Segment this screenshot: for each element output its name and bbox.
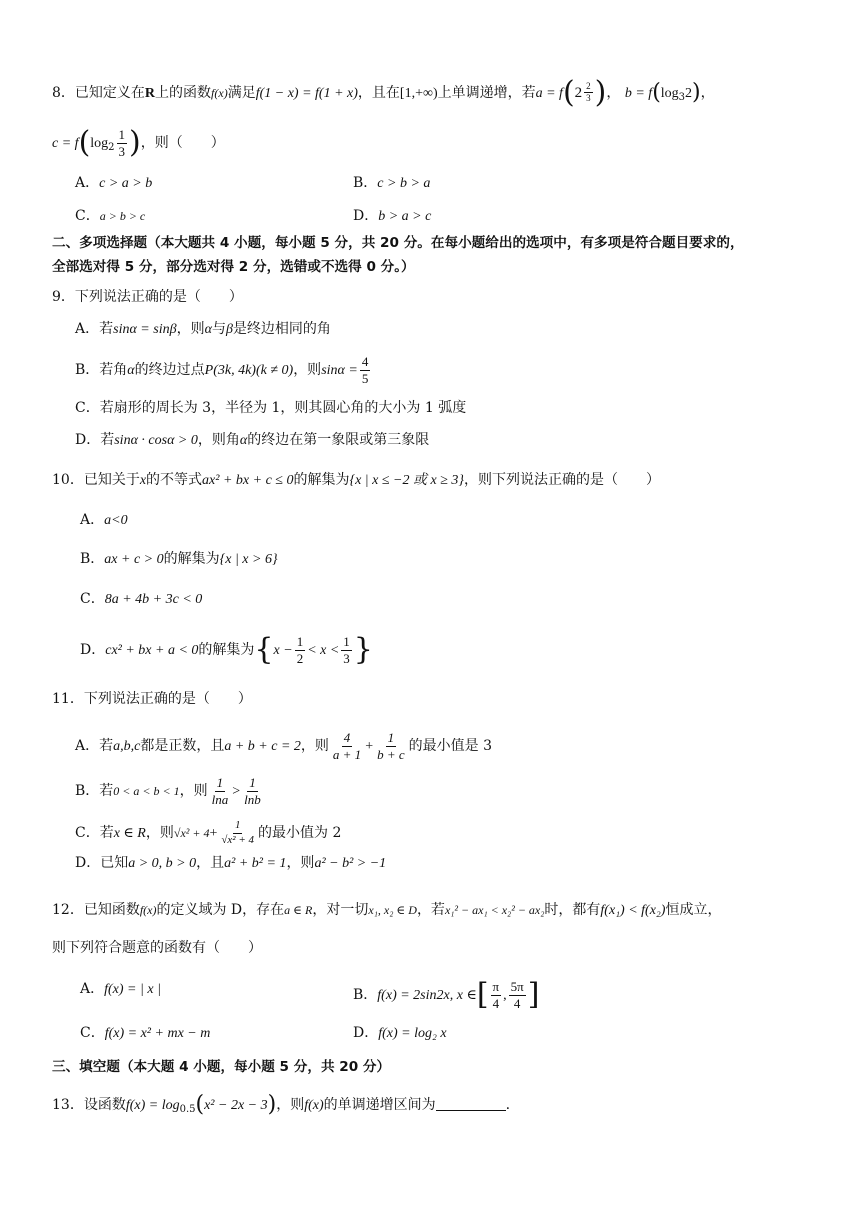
q11-stem: 11．下列说法正确的是（ ） <box>52 691 252 707</box>
q10-option-c[interactable] <box>80 592 202 607</box>
q8-exp-den: 3 <box>586 93 591 104</box>
q8-a-expr: a = f <box>535 86 563 101</box>
option-math: ax + c > 0 <box>104 552 164 567</box>
q8-c-den: 3 <box>118 143 126 159</box>
option-math: f(x) = 2sin2x, x ∈ <box>377 988 477 1004</box>
option-math: sinα = sinβ <box>113 322 177 337</box>
q12-option-a[interactable] <box>80 982 161 997</box>
q13-text: ，则 <box>276 1097 305 1113</box>
q8-then: ，则（ ） <box>140 135 225 152</box>
q8-text: 上的函数 <box>155 85 212 101</box>
option-text: ，则 <box>179 783 208 800</box>
option-math: sinα = <box>321 363 358 379</box>
option-math: x − <box>273 643 293 659</box>
q10-inequality: ax² + bx + c ≤ 0 <box>202 473 294 488</box>
option-text: ，则 <box>293 362 322 379</box>
option-text: 已知 <box>100 855 129 871</box>
q12-stem-line2: 则下列符合题意的函数有（ ） <box>52 940 262 956</box>
q13-text: 的单调递增区间为 <box>323 1097 436 1113</box>
option-math: α <box>239 433 248 448</box>
frac <box>242 776 263 806</box>
frac-den: 4 <box>492 995 500 1011</box>
option-math: 8a + 4b + 3c < 0 <box>104 592 203 607</box>
q8-text: 8．已知定义在 <box>52 85 145 101</box>
option-text: 都是正数，且 <box>140 738 225 755</box>
frac-num: 1 <box>233 820 243 834</box>
frac-num: 1 <box>343 634 350 649</box>
option-math: β <box>225 322 233 337</box>
option-text: 与 <box>211 321 226 337</box>
q9-option-c[interactable] <box>75 401 466 415</box>
frac-den: 3 <box>343 650 350 666</box>
option-text: c > b > a <box>377 176 431 191</box>
section2-heading: 二、多项选择题（本大题共 4 小题，每小题 5 分，共 20 分。在每小题给出的选项中，有多项是符合题目要求的， <box>52 235 744 251</box>
option-label: C． <box>75 400 100 416</box>
option-text: 若 <box>99 738 114 755</box>
q8-text: 满足 <box>227 85 256 101</box>
option-text: 若扇形的周长为 3，半径为 1，则其圆心角的大小为 1 弧度 <box>99 400 467 416</box>
option-text: ，则 <box>286 855 315 871</box>
sqrt-expr: √x² + 4 <box>173 826 210 841</box>
frac-num: 1 <box>216 775 224 790</box>
q8-c-frac <box>117 128 128 158</box>
frac-num: 5π <box>510 979 524 994</box>
q13-math: f(x) <box>304 1098 324 1113</box>
option-text: 的解集为 <box>163 551 220 567</box>
q10-text: 的解集为 <box>293 472 350 488</box>
frac-den: 5 <box>361 370 369 386</box>
q8-b-arg: 2 <box>685 86 693 101</box>
option-text: ，则 <box>145 825 174 842</box>
q8-c-expr: c = f <box>52 136 79 152</box>
option-label: D． <box>80 642 106 659</box>
option-label: D． <box>353 1025 379 1041</box>
option-math: x ∈ R <box>113 826 146 842</box>
q12-fx: f(x) <box>139 903 157 917</box>
option-text: ，则角 <box>197 432 240 448</box>
q12-math: a ∈ R <box>284 903 313 917</box>
frac <box>509 980 526 1010</box>
q10-x: x <box>139 473 147 488</box>
option-math: α <box>127 363 135 379</box>
option-label: B． <box>353 175 378 191</box>
option-label: B． <box>75 362 100 379</box>
q8-stem: 8．已知定义在R上的函数f(x)满足f(1 − x) = f(1 + x)，且在[1,+∞)上单调递增，若a = f(2 $\frac{2}{3}$ )， $b = f(\log_32)$， <box>52 75 715 110</box>
q8-condition: f(1 − x) = f(1 + x) <box>255 86 358 101</box>
option-text: 若 <box>100 432 115 448</box>
q12-option-d[interactable] <box>353 1026 447 1041</box>
q10-option-d[interactable]: D．cx² + bx + a < 0的解集为{x − $\frac{1}{2}$ < x < $\frac{1}{3}$ } <box>80 632 373 668</box>
frac <box>491 980 502 1010</box>
q8-c-log: log <box>90 136 109 152</box>
option-math: cx² + bx + a < 0 <box>105 643 199 659</box>
section2-heading-line2: 全部选对得 5 分，部分选对得 2 分，选错或不选得 0 分。） <box>52 259 415 275</box>
q9-stem: 9．下列说法正确的是（ ） <box>52 289 243 305</box>
answer-blank[interactable] <box>436 1098 506 1111</box>
q8-text: 上单调递增，若 <box>437 85 536 101</box>
q13-stem: 13．设函数$f(x) = \log_{0.5}(x^2 - 2x - 3)$，则f(x)的单调递增区间为 . <box>52 1092 511 1117</box>
q10-option-b[interactable] <box>80 552 278 567</box>
q12-option-c[interactable] <box>80 1026 210 1041</box>
q12-text: 恒成立， <box>665 902 722 918</box>
frac <box>295 635 306 665</box>
q8-option-b[interactable] <box>353 176 430 191</box>
q13-log-base: 0.5 <box>179 1104 196 1115</box>
option-math: a + b + c = 2 <box>224 739 301 755</box>
q11-option-a[interactable] <box>75 731 492 761</box>
q8-option-d[interactable] <box>353 209 431 224</box>
q10-stem <box>52 473 660 488</box>
option-math: P(3k, 4k)(k ≠ 0) <box>204 363 294 379</box>
option-text: 是终边相同的角 <box>232 321 331 337</box>
frac-num: π <box>492 979 500 994</box>
q10-solution-set: {x | x ≤ −2 或 x ≥ 3} <box>349 473 464 488</box>
option-text: b > a > c <box>378 209 432 224</box>
option-label: D． <box>75 432 101 448</box>
option-text: ，则 <box>176 321 205 337</box>
q8-fx: f(x) <box>211 86 228 100</box>
frac-den: 2 <box>296 650 304 666</box>
option-math: a² + b² = 1 <box>224 856 287 871</box>
option-text: 的最小值是 3 <box>408 738 492 755</box>
option-label: A． <box>80 512 105 528</box>
frac-den: lnb <box>244 791 261 807</box>
frac-den: √x² + 4 <box>221 833 255 846</box>
q12-text: 时，都有 <box>544 902 601 918</box>
q13-log-arg: x² − 2x − 3 <box>204 1098 268 1113</box>
option-label: A． <box>75 175 100 191</box>
q12-math: f(x₁) < f(x₂) <box>600 903 666 918</box>
frac <box>341 635 352 665</box>
q10-text: 10．已知关于 <box>52 472 140 488</box>
option-label: C． <box>75 208 100 224</box>
q9-option-d[interactable] <box>75 433 429 448</box>
q12-text: ，对一切 <box>312 902 369 918</box>
q8-text: ， <box>700 85 715 101</box>
option-label: D． <box>353 208 379 224</box>
q9-b-frac <box>360 355 371 385</box>
q8-interval: [1,+∞) <box>399 86 438 101</box>
frac-num: 1 <box>387 730 395 745</box>
q8-base-two: 2 <box>574 85 583 101</box>
option-text: 的终边在第一象限或第三象限 <box>247 432 430 448</box>
q8-b-log: log <box>660 86 679 101</box>
option-text: 的终边过点 <box>134 362 205 379</box>
option-label: A． <box>75 321 100 337</box>
option-text: 的解集为 <box>198 642 255 659</box>
q12-option-b[interactable]: B．f(x) = 2sin2x, x ∈[ $\frac{\pi}{4}$ , $\frac{5\pi}{4}$ ] <box>353 977 540 1013</box>
option-math: α <box>204 322 212 337</box>
q9-option-b[interactable] <box>75 355 372 385</box>
q11-option-c[interactable] <box>75 820 341 846</box>
q8-b-expr: b = f <box>624 86 653 101</box>
q8-exp-num: 2 <box>584 82 593 93</box>
q12-math: x₁² − ax₁ < x₂² − ax₂ <box>444 903 545 917</box>
q8-option-a[interactable] <box>75 176 152 191</box>
option-math: sinα · cosα > 0 <box>114 433 198 448</box>
frac <box>210 776 231 806</box>
frac-num: 1 <box>296 634 304 649</box>
option-label: B． <box>80 551 105 567</box>
q8-c-num: 1 <box>118 127 126 142</box>
option-text: 若 <box>99 321 114 337</box>
option-text: ，则 <box>300 738 329 755</box>
option-label: A． <box>75 738 100 755</box>
frac-den: lna <box>211 791 229 807</box>
option-label: C． <box>80 1025 105 1041</box>
frac-num: 1 <box>249 775 256 790</box>
q8-option-c[interactable] <box>75 209 145 223</box>
option-text: ，且 <box>196 855 225 871</box>
option-text: a > b > c <box>99 209 146 223</box>
option-label: B． <box>75 783 100 800</box>
q12-stem <box>52 903 721 918</box>
option-math: a² − b² > −1 <box>314 856 387 871</box>
comma: , <box>503 988 507 1004</box>
q10-option-a[interactable] <box>80 513 128 528</box>
gt: > <box>232 784 241 800</box>
option-math: {x | x > 6} <box>219 552 278 567</box>
option-math: 0 < a < b < 1 <box>113 784 180 799</box>
q9-option-a[interactable] <box>75 322 331 337</box>
q11-option-d[interactable] <box>75 856 386 871</box>
frac-num: 4 <box>343 730 351 745</box>
q12-text: 的定义域为 D，存在 <box>156 902 285 918</box>
q12-text: 12．已知函数 <box>52 902 140 918</box>
option-text: 的最小值为 2 <box>258 825 342 842</box>
q13-text: 13．设函数 <box>52 1097 126 1113</box>
frac-num: 4 <box>361 354 369 369</box>
q13-text: . <box>505 1097 511 1113</box>
q12-text: ，若 <box>416 902 445 918</box>
q8-exponent <box>584 82 593 104</box>
option-text: 若 <box>99 825 114 842</box>
q8-c-base: 2 <box>108 142 115 154</box>
option-label: C． <box>80 591 105 607</box>
option-text: 若角 <box>99 362 128 379</box>
q8-stem-line2: $c = f(\log_2$ $\frac{1}{3}$ )，则（ ） <box>52 125 225 161</box>
section3-heading: 三、填空题（本大题 4 小题，每小题 5 分，共 20 分） <box>52 1059 391 1075</box>
option-label: D． <box>75 855 101 871</box>
frac <box>331 731 363 761</box>
plus: + <box>365 739 374 755</box>
q10-text: 的不等式 <box>146 472 203 488</box>
frac-den: b + c <box>377 746 405 762</box>
q8-text: ，且在 <box>357 85 400 101</box>
q11-option-b[interactable] <box>75 776 265 806</box>
option-label: C． <box>75 825 100 842</box>
q10-text: ，则下列说法正确的是（ ） <box>463 472 660 488</box>
option-label: A． <box>80 981 105 997</box>
q8-b-base: 3 <box>678 92 686 103</box>
option-math: f(x) = x² + mx − m <box>104 1026 211 1041</box>
option-text: c > a > b <box>99 176 153 191</box>
option-math: f(x) = | x | <box>104 982 161 997</box>
option-math: a > 0, b > 0 <box>128 856 197 871</box>
q8-R: R <box>144 86 156 101</box>
option-label: B． <box>353 987 378 1004</box>
frac <box>219 820 256 846</box>
q8-text: ， <box>606 85 621 101</box>
option-math: a<0 <box>104 513 128 528</box>
plus: + <box>209 826 218 842</box>
frac-den: 4 <box>513 995 521 1011</box>
frac <box>375 731 407 761</box>
q13-math: f(x) = log <box>125 1098 180 1113</box>
option-math: f(x) = log₂ x <box>378 1026 447 1041</box>
option-math: a,b,c <box>113 739 141 755</box>
option-text: 若 <box>99 783 114 800</box>
option-math: < x < <box>307 643 340 659</box>
q12-math: x₁, x₂ ∈ D <box>368 903 417 917</box>
frac-den: a + 1 <box>332 746 362 762</box>
